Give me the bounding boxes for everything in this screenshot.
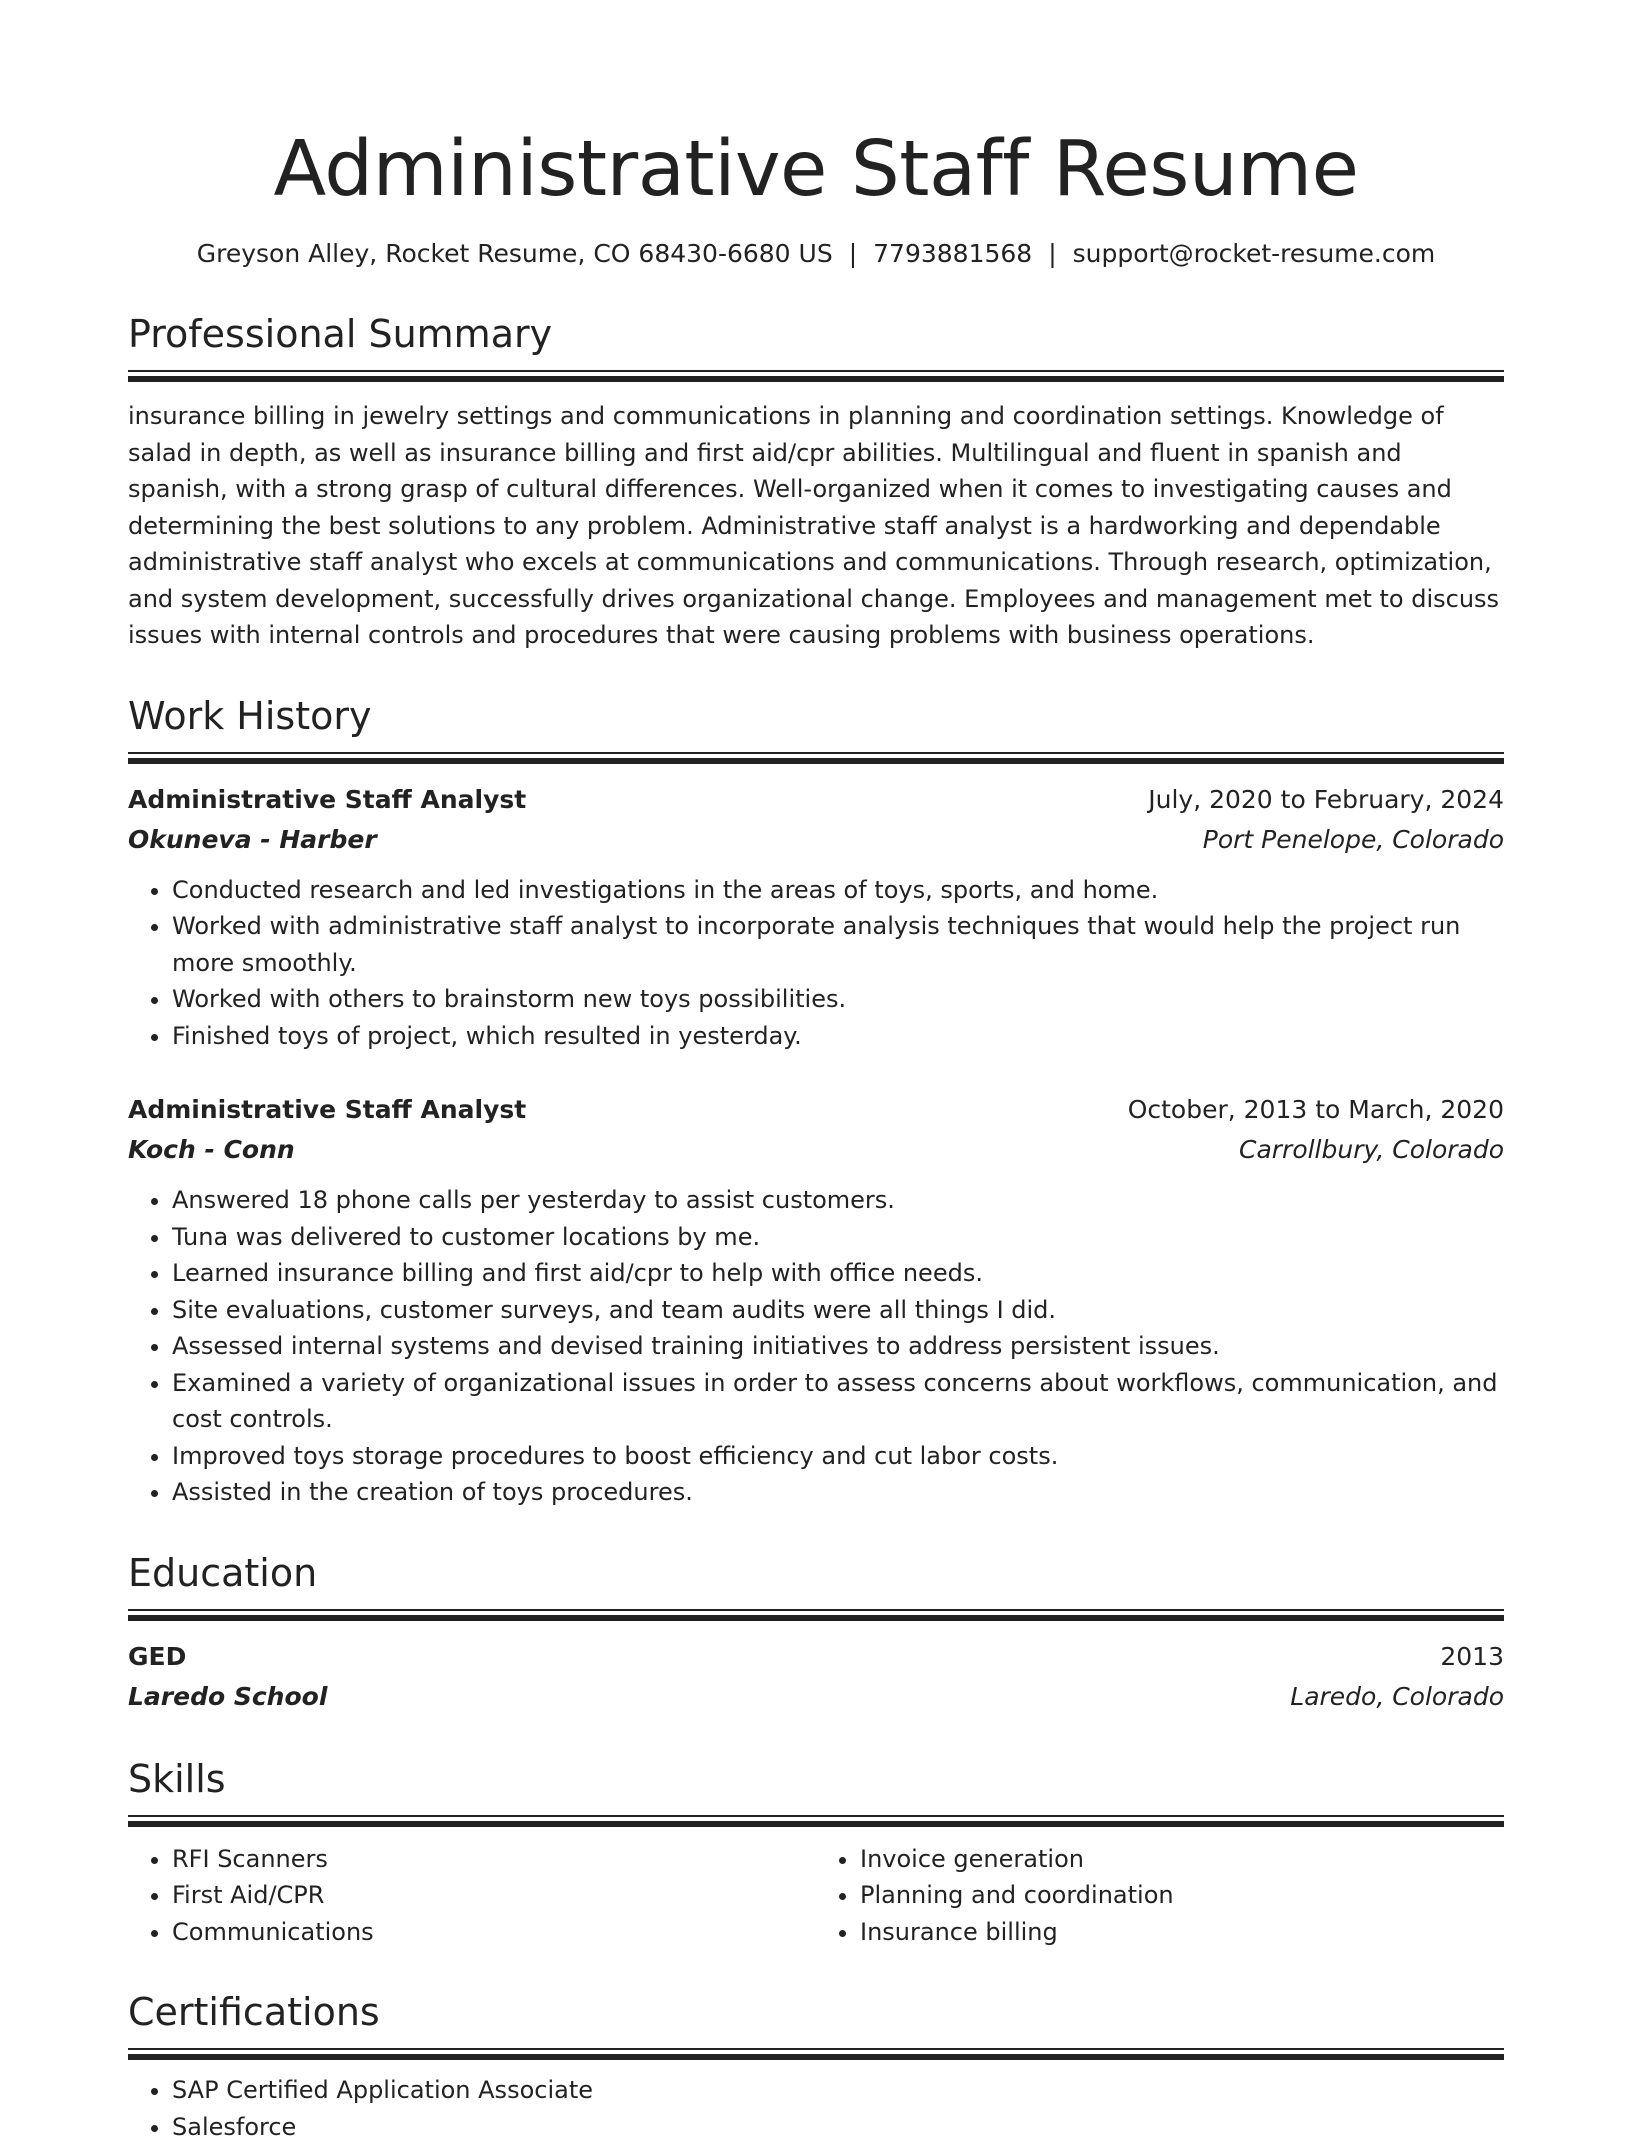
job-title: Administrative Staff Analyst (128, 1090, 526, 1130)
job-bullets (128, 872, 1504, 1055)
section-heading: Professional Summary (128, 310, 1504, 358)
section-heading: Skills (128, 1755, 1504, 1803)
section-divider (128, 370, 1504, 382)
list-item: • Examined a variety of organizational issues in order to assess concerns about workflows, communication, and cost controls. (172, 1365, 1504, 1438)
contact-line (128, 236, 1504, 272)
job-subheader (128, 820, 1504, 860)
list-item: • Conducted research and led investigations in the areas of toys, sports, and home. (172, 872, 1504, 909)
skill-item: • Insurance billing (860, 1914, 1504, 1951)
education-school: Laredo School (128, 1677, 327, 1717)
list-item: • Worked with administrative staff analyst to incorporate analysis techniques that would help the project run more smoothly. (172, 908, 1504, 981)
job-location: Port Penelope, Colorado (1203, 820, 1504, 860)
job-header (128, 780, 1504, 820)
list-item: • Worked with others to brainstorm new toys possibilities. (172, 981, 1504, 1018)
list-item: • Improved toys storage procedures to boost efficiency and cut labor costs. (172, 1438, 1504, 1475)
job-entry (128, 780, 1504, 1055)
summary-text: insurance billing in jewelry settings and communications in planning and coordination settings. Knowledge of salad in depth, as well as insurance billing and first aid/cpr abilities. Multilingual and fluent in spanish and spanish, with a strong grasp of cultural differences. Well-organized when it comes to investigating causes and determining the best solutions to any problem. Administrative staff analyst is a hardworking and dependable administrative staff analyst who excels at communications and communications. Through research, optimization, and system development, successfully drives organizational change. Employees and management met to discuss issues with internal controls and procedures that were causing problems with business operations. (128, 398, 1504, 654)
job-entry (128, 1090, 1504, 1511)
skill-item: • RFI Scanners (172, 1841, 816, 1878)
skill-item: • Invoice generation (860, 1841, 1504, 1878)
job-company: Koch - Conn (128, 1130, 295, 1170)
skills-list-left (128, 1841, 816, 1951)
education-entry (128, 1637, 1504, 1717)
contact-separator: | (833, 239, 873, 268)
section-heading: Education (128, 1549, 1504, 1597)
job-dates: July, 2020 to February, 2024 (1148, 780, 1504, 820)
certification-item: • Salesforce (172, 2109, 1504, 2145)
skill-item: • Planning and coordination (860, 1877, 1504, 1914)
skill-item: • First Aid/CPR (172, 1877, 816, 1914)
certifications-section (128, 1988, 1504, 2145)
education-section (128, 1549, 1504, 1717)
work-history-section (128, 692, 1504, 1511)
education-subheader (128, 1677, 1504, 1717)
skill-item: • Communications (172, 1914, 816, 1951)
list-item: • Answered 18 phone calls per yesterday to assist customers. (172, 1182, 1504, 1219)
job-company: Okuneva - Harber (128, 820, 377, 860)
skills-section (128, 1755, 1504, 1951)
list-item: • Assisted in the creation of toys procedures. (172, 1474, 1504, 1511)
section-heading: Certifications (128, 1988, 1504, 2036)
certifications-list (128, 2072, 1504, 2145)
education-header (128, 1637, 1504, 1677)
job-title: Administrative Staff Analyst (128, 780, 526, 820)
list-item: • Site evaluations, customer surveys, and team audits were all things I did. (172, 1292, 1504, 1329)
contact-email: support@rocket-resume.com (1073, 239, 1436, 268)
list-item: • Learned insurance billing and first aid/cpr to help with office needs. (172, 1255, 1504, 1292)
contact-phone: 7793881568 (873, 239, 1032, 268)
job-dates: October, 2013 to March, 2020 (1128, 1090, 1504, 1130)
education-location: Laredo, Colorado (1290, 1677, 1504, 1717)
section-divider (128, 2048, 1504, 2060)
education-degree: GED (128, 1637, 186, 1677)
job-location: Carrollbury, Colorado (1239, 1130, 1504, 1170)
contact-separator: | (1032, 239, 1072, 268)
list-item: • Finished toys of project, which resulted in yesterday. (172, 1018, 1504, 1055)
job-subheader (128, 1130, 1504, 1170)
education-year: 2013 (1440, 1637, 1504, 1677)
skills-list-right (816, 1841, 1504, 1951)
section-divider (128, 752, 1504, 764)
summary-section (128, 310, 1504, 654)
list-item: • Tuna was delivered to customer locations by me. (172, 1219, 1504, 1256)
page-title: Administrative Staff Resume (128, 120, 1504, 220)
section-divider (128, 1609, 1504, 1621)
job-header (128, 1090, 1504, 1130)
list-item: • Assessed internal systems and devised training initiatives to address persistent issues. (172, 1328, 1504, 1365)
certification-item: • SAP Certified Application Associate (172, 2072, 1504, 2109)
skills-columns (128, 1841, 1504, 1951)
contact-address: Greyson Alley, Rocket Resume, CO 68430-6680 US (197, 239, 833, 268)
section-divider (128, 1815, 1504, 1827)
job-bullets (128, 1182, 1504, 1511)
section-heading: Work History (128, 692, 1504, 740)
